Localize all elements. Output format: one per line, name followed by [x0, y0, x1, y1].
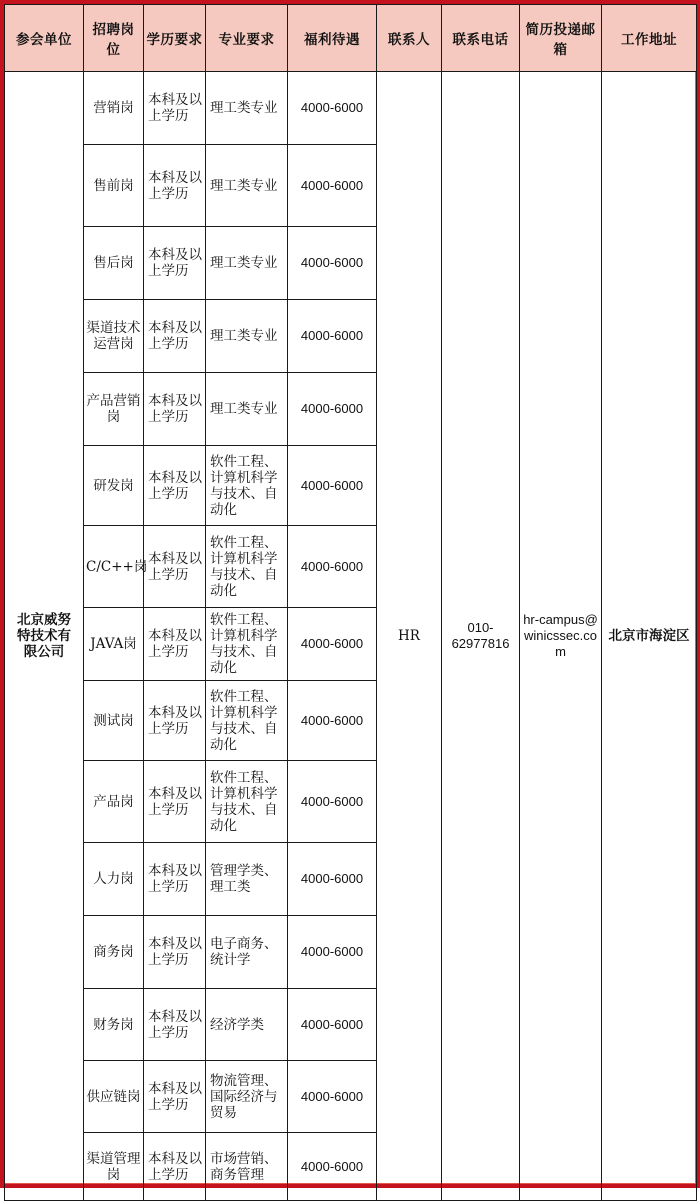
- major-cell: 理工类专业: [206, 373, 288, 446]
- salary-cell: 4000-6000: [288, 1133, 377, 1201]
- table-row: [5, 72, 697, 145]
- header-row: [5, 5, 697, 72]
- major-cell: 物流管理、国际经济与贸易: [206, 1061, 288, 1133]
- major-cell: 经济学类: [206, 989, 288, 1061]
- education-cell: 本科及以上学历: [144, 1133, 206, 1201]
- position-cell: 营销岗: [84, 72, 144, 145]
- position-cell: 商务岗: [84, 916, 144, 989]
- salary-cell: 4000-6000: [288, 373, 377, 446]
- major-cell: 软件工程、计算机科学与技术、自动化: [206, 761, 288, 843]
- major-cell: 软件工程、计算机科学与技术、自动化: [206, 681, 288, 761]
- salary-cell: 4000-6000: [288, 608, 377, 681]
- position-cell: 售前岗: [84, 145, 144, 227]
- salary-cell: 4000-6000: [288, 761, 377, 843]
- header-phone: 联系电话: [442, 5, 520, 72]
- education-cell: 本科及以上学历: [144, 916, 206, 989]
- position-cell: 财务岗: [84, 989, 144, 1061]
- major-cell: 电子商务、统计学: [206, 916, 288, 989]
- position-cell: JAVA岗: [84, 608, 144, 681]
- salary-cell: 4000-6000: [288, 681, 377, 761]
- position-cell: 人力岗: [84, 843, 144, 916]
- salary-cell: 4000-6000: [288, 300, 377, 373]
- salary-cell: 4000-6000: [288, 446, 377, 526]
- education-cell: 本科及以上学历: [144, 843, 206, 916]
- salary-cell: 4000-6000: [288, 916, 377, 989]
- education-cell: 本科及以上学历: [144, 608, 206, 681]
- education-cell: 本科及以上学历: [144, 72, 206, 145]
- major-cell: 理工类专业: [206, 145, 288, 227]
- major-cell: 理工类专业: [206, 72, 288, 145]
- position-cell: 渠道技术运营岗: [84, 300, 144, 373]
- company-cell: 北京威努特技术有限公司: [5, 72, 84, 1201]
- education-cell: 本科及以上学历: [144, 1061, 206, 1133]
- email-cell[interactable]: hr-campus@winicssec.com: [520, 72, 602, 1201]
- major-cell: 软件工程、计算机科学与技术、自动化: [206, 526, 288, 608]
- salary-cell: 4000-6000: [288, 72, 377, 145]
- education-cell: 本科及以上学历: [144, 145, 206, 227]
- header-education: 学历要求: [144, 5, 206, 72]
- salary-cell: 4000-6000: [288, 843, 377, 916]
- education-cell: 本科及以上学历: [144, 373, 206, 446]
- header-email: 简历投递邮箱: [520, 5, 602, 72]
- position-cell: 产品营销岗: [84, 373, 144, 446]
- major-cell: 软件工程、计算机科学与技术、自动化: [206, 446, 288, 526]
- position-cell: 研发岗: [84, 446, 144, 526]
- header-major: 专业要求: [206, 5, 288, 72]
- salary-cell: 4000-6000: [288, 989, 377, 1061]
- header-salary: 福利待遇: [288, 5, 377, 72]
- education-cell: 本科及以上学历: [144, 526, 206, 608]
- position-cell: 渠道管理岗: [84, 1133, 144, 1201]
- position-cell: 产品岗: [84, 761, 144, 843]
- recruitment-table: [4, 4, 697, 1201]
- position-cell: 测试岗: [84, 681, 144, 761]
- education-cell: 本科及以上学历: [144, 300, 206, 373]
- table-body: [5, 72, 697, 1201]
- header-position: 招聘岗位: [84, 5, 144, 72]
- education-cell: 本科及以上学历: [144, 681, 206, 761]
- major-cell: 理工类专业: [206, 227, 288, 300]
- education-cell: 本科及以上学历: [144, 446, 206, 526]
- major-cell: 市场营销、商务管理: [206, 1133, 288, 1201]
- header-contact: 联系人: [377, 5, 442, 72]
- phone-cell: 010-62977816: [442, 72, 520, 1201]
- position-cell: 供应链岗: [84, 1061, 144, 1133]
- education-cell: 本科及以上学历: [144, 761, 206, 843]
- major-cell: 管理学类、理工类: [206, 843, 288, 916]
- header-company: 参会单位: [5, 5, 84, 72]
- salary-cell: 4000-6000: [288, 145, 377, 227]
- position-cell: C/C++岗: [84, 526, 144, 608]
- salary-cell: 4000-6000: [288, 227, 377, 300]
- salary-cell: 4000-6000: [288, 1061, 377, 1133]
- contact-cell: HR: [377, 72, 442, 1201]
- address-cell: 北京市海淀区: [602, 72, 697, 1201]
- major-cell: 理工类专业: [206, 300, 288, 373]
- major-cell: 软件工程、计算机科学与技术、自动化: [206, 608, 288, 681]
- salary-cell: 4000-6000: [288, 526, 377, 608]
- header-address: 工作地址: [602, 5, 697, 72]
- position-cell: 售后岗: [84, 227, 144, 300]
- education-cell: 本科及以上学历: [144, 227, 206, 300]
- education-cell: 本科及以上学历: [144, 989, 206, 1061]
